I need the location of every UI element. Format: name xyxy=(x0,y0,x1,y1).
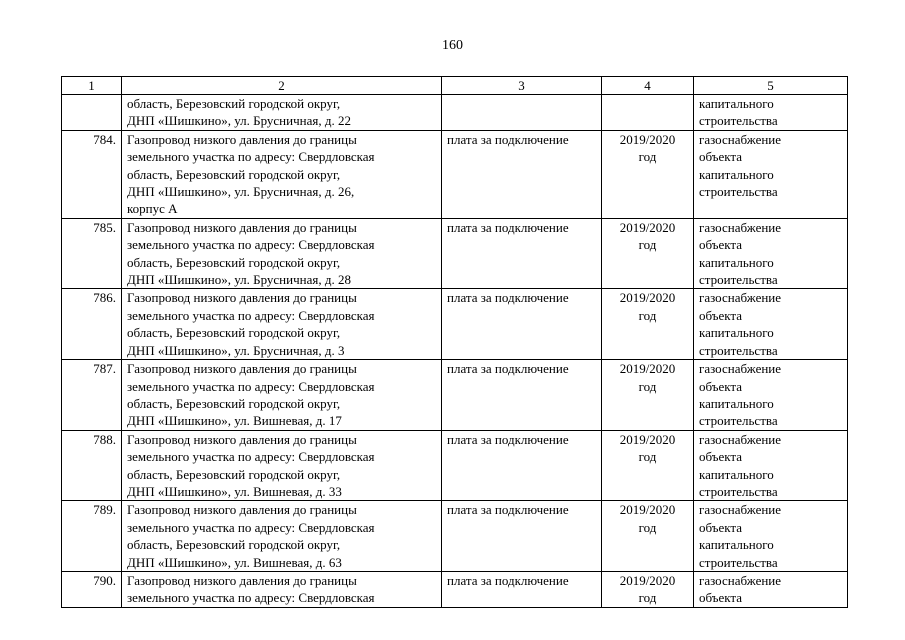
description-line: область, Березовский городской округ, xyxy=(127,537,341,553)
row-number-cell xyxy=(62,289,122,360)
year-cell xyxy=(602,571,694,607)
purpose-line: газоснабжение xyxy=(699,290,782,306)
row-number-cell xyxy=(62,95,122,131)
payment-line: плата за подключение xyxy=(447,131,569,147)
description-line: земельного участка по адресу: Свердловская xyxy=(127,378,375,394)
description-line: область, Березовский городской округ, xyxy=(127,466,341,482)
year-cell xyxy=(602,289,694,360)
description-line: земельного участка по адресу: Свердловская xyxy=(127,449,375,465)
description-cell xyxy=(122,95,442,131)
column-header-3: 3 xyxy=(442,77,602,95)
year-line: 2019/2020 xyxy=(619,502,676,518)
purpose-line: газоснабжение xyxy=(699,431,782,447)
column-header-2: 2 xyxy=(122,77,442,95)
column-header-4: 4 xyxy=(602,77,694,95)
row-number: 789. xyxy=(93,502,116,518)
purpose-line: газоснабжение xyxy=(699,361,782,377)
description-line: ДНП «Шишкино», ул. Брусничная, д. 22 xyxy=(127,113,351,129)
description-line: земельного участка по адресу: Свердловская xyxy=(127,237,375,253)
row-number-cell xyxy=(62,501,122,572)
purpose-cell xyxy=(694,571,848,607)
table-header-row xyxy=(62,77,848,95)
year-line: год xyxy=(638,378,657,394)
purpose-line: строительства xyxy=(699,272,778,288)
purpose-line: строительства xyxy=(699,184,778,200)
description-cell xyxy=(122,571,442,607)
description-line: ДНП «Шишкино», ул. Брусничная, д. 3 xyxy=(127,342,345,358)
purpose-line: строительства xyxy=(699,113,778,129)
year-line: 2019/2020 xyxy=(619,131,676,147)
purpose-cell xyxy=(694,289,848,360)
payment-line: плата за подключение xyxy=(447,219,569,235)
year-line: год xyxy=(638,519,657,535)
table-row xyxy=(62,130,848,218)
purpose-line: строительства xyxy=(699,554,778,570)
purpose-line: строительства xyxy=(699,483,778,499)
row-number: 785. xyxy=(93,219,116,235)
year-line: год xyxy=(638,149,657,165)
payment-line: плата за подключение xyxy=(447,290,569,306)
purpose-line: капитального xyxy=(699,166,774,182)
payment-cell xyxy=(442,430,602,501)
description-line: Газопровод низкого давления до границы xyxy=(127,572,357,588)
document-table xyxy=(61,76,848,608)
payment-cell xyxy=(442,360,602,431)
year-line: год xyxy=(638,590,657,606)
purpose-line: строительства xyxy=(699,413,778,429)
description-line: корпус А xyxy=(127,201,178,217)
purpose-line: объекта xyxy=(699,307,743,323)
payment-line: плата за подключение xyxy=(447,431,569,447)
description-line: область, Березовский городской округ, xyxy=(127,395,341,411)
row-number: 784. xyxy=(93,131,116,147)
payment-cell xyxy=(442,501,602,572)
description-line: Газопровод низкого давления до границы xyxy=(127,131,357,147)
purpose-cell xyxy=(694,218,848,289)
description-line: Газопровод низкого давления до границы xyxy=(127,290,357,306)
table-row xyxy=(62,501,848,572)
table-row xyxy=(62,360,848,431)
description-line: ДНП «Шишкино», ул. Вишневая, д. 33 xyxy=(127,483,342,499)
table-row xyxy=(62,218,848,289)
description-line: Газопровод низкого давления до границы xyxy=(127,431,357,447)
purpose-line: объекта xyxy=(699,519,743,535)
row-number: 786. xyxy=(93,290,116,306)
description-line: область, Березовский городской округ, xyxy=(127,166,341,182)
row-number-cell xyxy=(62,130,122,218)
purpose-line: объекта xyxy=(699,449,743,465)
purpose-cell xyxy=(694,430,848,501)
description-line: Газопровод низкого давления до границы xyxy=(127,502,357,518)
description-cell xyxy=(122,360,442,431)
year-cell xyxy=(602,360,694,431)
row-number: 790. xyxy=(93,572,116,588)
year-cell xyxy=(602,501,694,572)
description-line: Газопровод низкого давления до границы xyxy=(127,361,357,377)
year-line: 2019/2020 xyxy=(619,431,676,447)
description-cell xyxy=(122,218,442,289)
year-line: год xyxy=(638,449,657,465)
payment-line: плата за подключение xyxy=(447,572,569,588)
payment-line: плата за подключение xyxy=(447,361,569,377)
purpose-line: объекта xyxy=(699,378,743,394)
purpose-line: капитального xyxy=(699,466,774,482)
description-line: область, Березовский городской округ, xyxy=(127,325,341,341)
description-cell xyxy=(122,289,442,360)
purpose-line: капитального xyxy=(699,395,774,411)
year-line: год xyxy=(638,307,657,323)
purpose-line: капитального xyxy=(699,254,774,270)
table-row xyxy=(62,430,848,501)
description-cell xyxy=(122,130,442,218)
description-line: Газопровод низкого давления до границы xyxy=(127,219,357,235)
column-header-5: 5 xyxy=(694,77,848,95)
table-body xyxy=(62,77,848,608)
row-number: 788. xyxy=(93,431,116,447)
description-line: область, Березовский городской округ, xyxy=(127,96,341,111)
year-line: год xyxy=(638,237,657,253)
year-line: 2019/2020 xyxy=(619,219,676,235)
description-line: область, Березовский городской округ, xyxy=(127,254,341,270)
purpose-line: газоснабжение xyxy=(699,502,782,518)
year-line: 2019/2020 xyxy=(619,290,676,306)
purpose-line: строительства xyxy=(699,342,778,358)
description-line: земельного участка по адресу: Свердловская xyxy=(127,149,375,165)
description-cell xyxy=(122,430,442,501)
row-number-cell xyxy=(62,430,122,501)
payment-line: плата за подключение xyxy=(447,502,569,518)
purpose-cell xyxy=(694,95,848,131)
description-line: земельного участка по адресу: Свердловская xyxy=(127,519,375,535)
row-number-cell xyxy=(62,571,122,607)
year-cell xyxy=(602,95,694,131)
purpose-cell xyxy=(694,501,848,572)
purpose-line: объекта xyxy=(699,237,743,253)
payment-cell xyxy=(442,218,602,289)
description-cell xyxy=(122,501,442,572)
purpose-line: капитального xyxy=(699,96,774,111)
row-number: 787. xyxy=(93,361,116,377)
purpose-cell xyxy=(694,130,848,218)
year-cell xyxy=(602,218,694,289)
year-cell xyxy=(602,130,694,218)
purpose-cell xyxy=(694,360,848,431)
purpose-line: капитального xyxy=(699,537,774,553)
page-number: 160 xyxy=(442,38,463,53)
row-number-cell xyxy=(62,360,122,431)
purpose-line: газоснабжение xyxy=(699,219,782,235)
description-line: земельного участка по адресу: Свердловская xyxy=(127,590,375,606)
purpose-line: объекта xyxy=(699,590,743,606)
payment-cell xyxy=(442,571,602,607)
table-row xyxy=(62,571,848,607)
purpose-line: объекта xyxy=(699,149,743,165)
description-line: ДНП «Шишкино», ул. Вишневая, д. 17 xyxy=(127,413,342,429)
year-line: 2019/2020 xyxy=(619,572,676,588)
payment-cell xyxy=(442,95,602,131)
description-line: земельного участка по адресу: Свердловская xyxy=(127,307,375,323)
year-line: 2019/2020 xyxy=(619,361,676,377)
payment-cell xyxy=(442,130,602,218)
description-line: ДНП «Шишкино», ул. Вишневая, д. 63 xyxy=(127,554,342,570)
table-row xyxy=(62,95,848,131)
description-line: ДНП «Шишкино», ул. Брусничная, д. 26, xyxy=(127,184,355,200)
purpose-line: капитального xyxy=(699,325,774,341)
purpose-line: газоснабжение xyxy=(699,572,782,588)
column-header-1: 1 xyxy=(62,77,122,95)
row-number-cell xyxy=(62,218,122,289)
purpose-line: газоснабжение xyxy=(699,131,782,147)
year-cell xyxy=(602,430,694,501)
payment-cell xyxy=(442,289,602,360)
table-row xyxy=(62,289,848,360)
description-line: ДНП «Шишкино», ул. Брусничная, д. 28 xyxy=(127,272,351,288)
